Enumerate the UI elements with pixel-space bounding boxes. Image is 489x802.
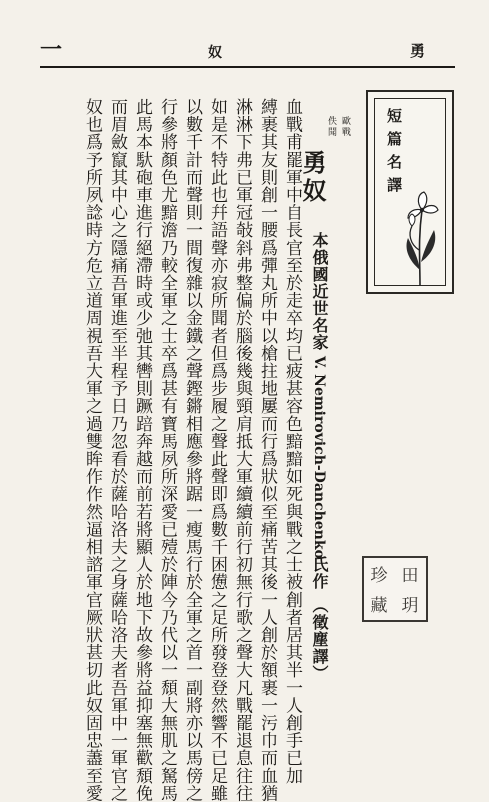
byline-suffix: 氏作 — [310, 556, 329, 590]
collector-seal — [362, 556, 428, 622]
page-number: 一 — [40, 38, 63, 63]
body-column-2: 縛裹其友則創一腰爲彈丸所中以槍拄地屢而行爲狀似至痛苦其後一人創於額裹一污巾而血猶 — [257, 98, 277, 802]
story-title: 勇奴 — [298, 150, 327, 206]
body-column-5: 以數千計而聲則一間復雜以金鐵之聲鏗鏘相應參將踞一瘦馬行於全軍之首一副將亦以馬傍之 — [182, 98, 202, 802]
column-heading: 短篇名譯 — [385, 108, 403, 200]
body-column-8: 而眉斂竄其中心之隱痛吾軍進至半程予日乃忽看於薩哈洛夫之身薩哈洛夫者吾軍中一軍官之 — [107, 98, 127, 802]
seal-char-1: 田 — [401, 565, 419, 586]
column-heading-box — [366, 90, 454, 294]
story-category: 歐戰 — [340, 116, 350, 138]
header-title-right: 勇 — [409, 42, 425, 60]
byline: 本俄國近世名家 — [310, 232, 329, 351]
body-column-1: 血戰甫罷軍中自長官至於走卒均已疲甚容色黯黯如死與戰之士被創者居其半一人創手已加 — [282, 98, 302, 785]
flower-illustration — [398, 190, 444, 286]
seal-char-2: 玥 — [401, 595, 419, 616]
translator: （徵塵譯） — [310, 597, 329, 682]
body-column-3: 淋淋下弗已軍冠敧斜弗整偏於腦後幾與頸肩抵大軍續續前行初無行歌之聲大凡戰罷退息往往 — [232, 98, 252, 802]
story-subcategory: 佚聞 — [326, 116, 336, 138]
header-title-middle: 奴 — [208, 45, 224, 61]
seal-char-3: 珍 — [370, 565, 388, 586]
running-header — [40, 40, 455, 68]
body-column-6: 行參將顏色尤黯澹乃較全軍之士卒爲甚有寶馬夙所深愛已殪於陣今乃代以一頹大無肌之駑馬 — [157, 98, 177, 802]
body-column-4: 如是不特此也幷語聲亦寂所聞者但爲步履之聲此聲即爲數千困憊之足所發登登然響不已足雖 — [207, 98, 227, 802]
body-column-7: 此馬本馱砲車進行絕滯時或少弛其轡則蹶踣奔越而前若將顯人於地下故參將益抑塞無歡頹俛 — [132, 98, 152, 802]
seal-char-4: 藏 — [370, 595, 388, 616]
author-romanized: V. Nemirovich-Danchenko — [311, 356, 327, 559]
body-column-9: 奴也爲予所夙諗時方危立道周視吾大軍之過雙眸作作然逼相諮軍官厥狀甚切此奴固忠藎至愛 — [82, 98, 102, 802]
